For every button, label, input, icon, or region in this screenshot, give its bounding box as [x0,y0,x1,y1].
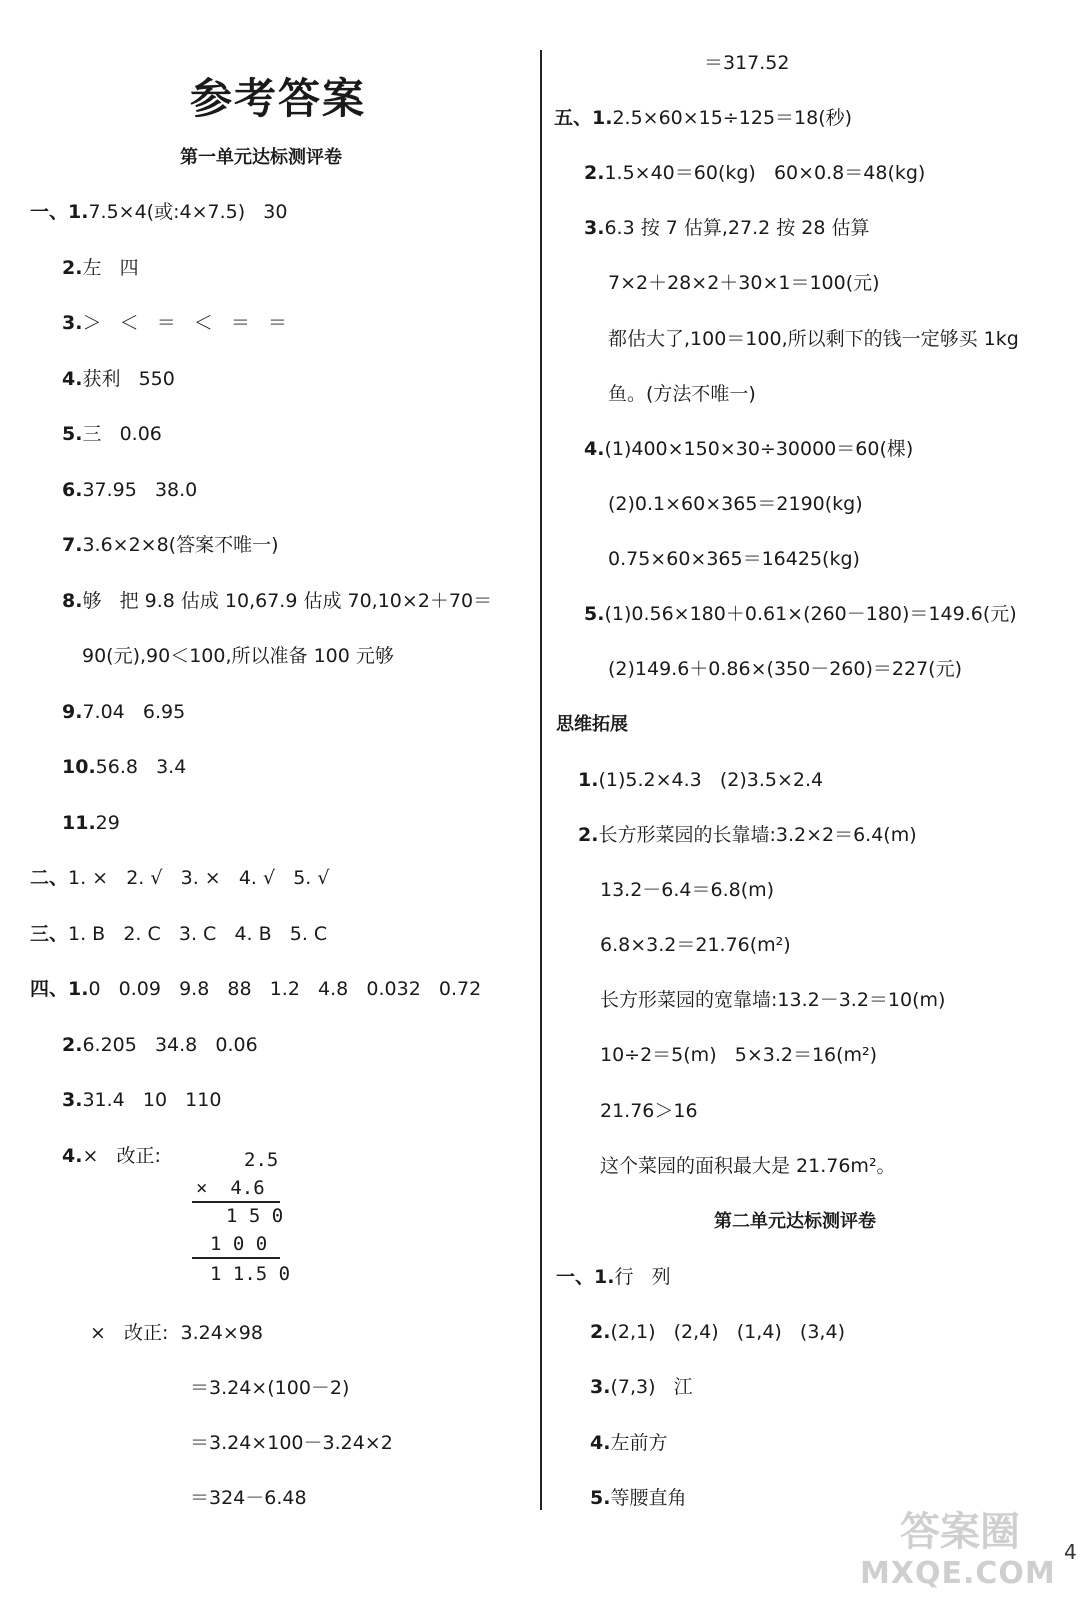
answer-line: ＝3.24×100－3.24×2 [190,1432,393,1454]
section-title-unit2: 第二单元达标测评卷 [714,1211,876,1232]
answer-line: 2.长方形菜园的长靠墙:3.2×2＝6.4(m) [578,824,917,846]
answer-line: 4.获利 550 [62,368,175,390]
answer-line: 一、1.行 列 [556,1266,671,1288]
answer-line: 这个菜园的面积最大是 21.76m²。 [600,1155,896,1177]
answer-line: ＝3.24×(100－2) [190,1377,350,1399]
answer-line: 2.6.205 34.8 0.06 [62,1034,258,1056]
answer-line: 3.6.3 按 7 估算,27.2 按 28 估算 [584,217,870,239]
answer-line: 5.等腰直角 [590,1487,687,1509]
answer-line: 9.7.04 6.95 [62,701,186,723]
answer-line: (2)149.6＋0.86×(350－260)＝227(元) [608,658,962,680]
answer-line: 6.37.95 38.0 [62,479,198,501]
answer-line: 鱼。(方法不唯一) [608,383,756,405]
answer-line: 4.(1)400×150×30÷30000＝60(棵) [584,438,914,460]
calc-rule [192,1257,280,1259]
answer-line: 四、1.0 0.09 9.8 88 1.2 4.8 0.032 0.72 [30,978,482,1000]
watermark-url: MXQE.COM [860,1556,1056,1591]
calc-result: 1 1.5 0 [210,1263,291,1285]
answer-line: 3.＞ ＜ ＝ ＜ ＝ ＝ [62,312,288,334]
answer-line: 0.75×60×365＝16425(kg) [608,548,860,570]
answer-line: ＝317.52 [704,52,790,74]
answer-line: 2.左 四 [62,257,139,279]
answer-line: 长方形菜园的宽靠墙:13.2－3.2＝10(m) [600,989,946,1011]
answer-line: 7.3.6×2×8(答案不唯一) [62,534,279,556]
answer-line: 10.56.8 3.4 [62,756,187,778]
answer-line: 90(元),90＜100,所以准备 100 元够 [82,645,394,667]
section-title-thinking: 思维拓展 [556,714,628,735]
answer-line: 都估大了,100＝100,所以剩下的钱一定够买 1kg [608,328,1019,350]
watermark-logo: 答案圈 [900,1509,1020,1555]
answer-line: 五、1.2.5×60×15÷125＝18(秒) [554,107,853,129]
answer-line: 7×2＋28×2＋30×1＝100(元) [608,272,880,294]
section-title-unit1: 第一单元达标测评卷 [180,147,342,168]
calc-multiplicand: 2.5 [244,1149,279,1171]
answer-line: 6.8×3.2＝21.76(m²) [600,934,791,956]
answer-line: (2)0.1×60×365＝2190(kg) [608,493,863,515]
calc-partial-2: 1 0 0 [210,1233,268,1255]
answer-line: 5.三 0.06 [62,423,162,445]
page-title: 参考答案 [190,74,367,123]
answer-line: 4.左前方 [590,1432,668,1454]
calc-rule [192,1201,280,1203]
answer-line: 10÷2＝5(m) 5×3.2＝16(m²) [600,1044,878,1066]
answer-line: 1.(1)5.2×4.3 (2)3.5×2.4 [578,769,824,791]
answer-line: 8.够 把 9.8 估成 10,67.9 估成 70,10×2＋70＝ [62,590,493,612]
answer-line: 3.31.4 10 110 [62,1089,222,1111]
answer-line: 5.(1)0.56×180＋0.61×(260－180)＝149.6(元) [584,603,1017,625]
answer-line: 3.(7,3) 江 [590,1376,693,1398]
calc-multiplier: × 4.6 [196,1177,265,1199]
answer-line: ＝324－6.48 [190,1487,307,1509]
answer-line: 二、1. × 2. √ 3. × 4. √ 5. √ [30,867,330,889]
answer-line: 一、1.7.5×4(或:4×7.5) 30 [30,201,288,223]
answer-line: 11.29 [62,812,120,834]
calc-partial-1: 1 5 0 [226,1205,284,1227]
answer-line: 21.76＞16 [600,1100,698,1122]
answer-line: 2.1.5×40＝60(kg) 60×0.8＝48(kg) [584,162,926,184]
answer-line: 13.2－6.4＝6.8(m) [600,879,775,901]
answer-line: 4.× 改正: [62,1145,161,1167]
column-divider [540,50,542,1510]
page-number: 4 [1064,1540,1077,1564]
answer-line: 2.(2,1) (2,4) (1,4) (3,4) [590,1321,845,1343]
answer-line: 三、1. B 2. C 3. C 4. B 5. C [30,923,328,945]
answer-line: × 改正: 3.24×98 [90,1322,263,1344]
